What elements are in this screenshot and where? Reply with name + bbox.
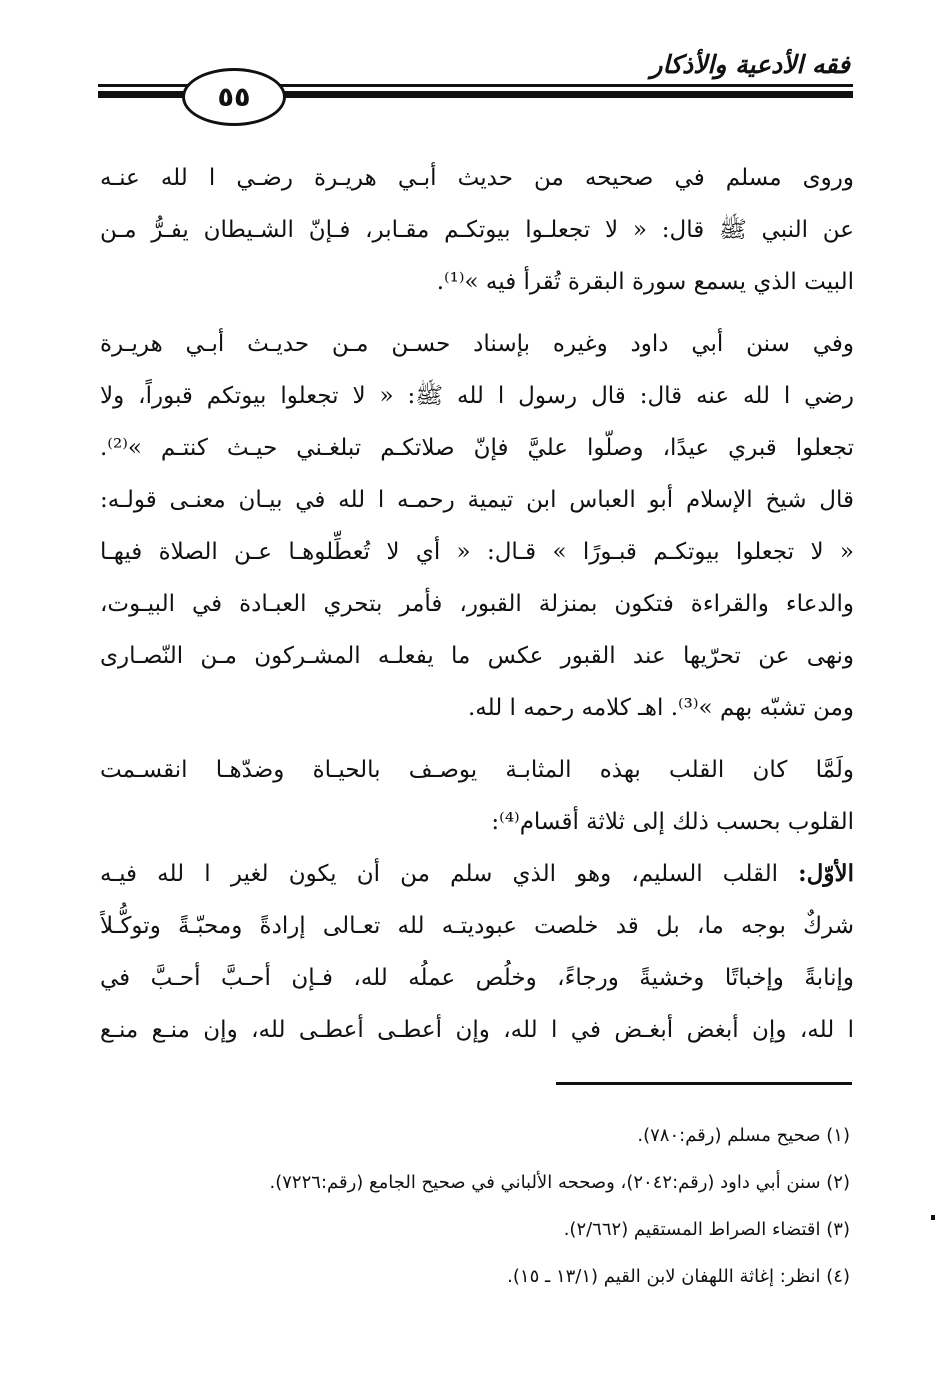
- running-title: فقه الأدعية والأذكار: [650, 50, 850, 79]
- footnote-separator: [556, 1082, 852, 1085]
- body-line: وروى مسلم في صحيحه من حديث أبـي هريـرة رضـي ا لله عنـه: [100, 165, 854, 191]
- body-line: رضي ا لله عنه قال: قال رسول ا لله ﷺ: « لا تجعلوا بيوتكم قبوراً، ولا: [100, 383, 854, 409]
- body-line: ولَمَّا كان القلب بهذه المثابـة يوصـف بالحيـاة وضدّهـا انقسـمت: [100, 757, 854, 783]
- scan-speck: [931, 1215, 935, 1220]
- body-line: عن النبي ﷺ قال: « لا تجعلـوا بيوتكـم مقـابر، فـإنّ الشـيطان يفـرُّ مـن: [100, 217, 854, 243]
- body-line: قال شيخ الإسلام أبو العباس ابن تيمية رحمـه ا لله في بيـان معنـى قولـه:: [100, 487, 854, 513]
- body-line: تجعلوا قبري عيدًا، وصلّوا عليَّ فإنّ صلاتكـم تبلغـني حيـث كنتـم »⁽²⁾.: [100, 435, 854, 461]
- section-label: الأوّل:: [798, 860, 854, 887]
- page-number: ٥٥: [182, 68, 286, 126]
- body-line: « لا تجعلوا بيوتكـم قبـورًا » قـال: « أي لا تُعطِّلوهـا عـن الصلاة فيهـا: [100, 539, 854, 565]
- footnote: (١) صحيح مسلم (رقم:٧٨٠).: [637, 1125, 850, 1146]
- footnote: (٢) سنن أبي داود (رقم:٢٠٤٢)، وصححه الألباني في صحيح الجامع (رقم:٧٢٢٦).: [269, 1172, 850, 1193]
- body-line: شركٌ بوجه ما، بل قد خلصت عبوديتـه لله تعـالى إرادةً ومحبّـةً وتوكُّـلاً: [100, 913, 854, 939]
- paragraph-gap: [100, 308, 854, 318]
- footnote: (٤) انظر: إغاثة اللهفان لابن القيم (١٣/١ ـ ١٥).: [507, 1266, 850, 1287]
- footnotes: [90, 1112, 850, 1300]
- body-line: القلوب بحسب ذلك إلى ثلاثة أقسام⁽⁴⁾:: [491, 809, 854, 835]
- paragraph-gap: [100, 734, 854, 744]
- body-line: ا لله، وإن أبغض أبغـض في ا لله، وإن أعطـى أعطـى لله، وإن منـع منـع: [100, 1017, 854, 1043]
- body-line-with-label: [100, 848, 854, 900]
- body-text: [100, 152, 854, 1056]
- body-line: ونهى عن تحرّيها عند القبور عكس ما يفعلـه المشـركون مـن النّصـارى: [100, 643, 854, 669]
- body-line: ومن تشبّه بهم »⁽³⁾. اهـ كلامه رحمه ا لله.: [467, 695, 854, 721]
- footnote: (٣) اقتضاء الصراط المستقيم (٢/٦٦٢).: [563, 1219, 850, 1240]
- body-line: وإنابةً وإخباتًا وخشيةً ورجاءً، وخلُص عملُه لله، فـإن أحـبَّ أحـبَّ في: [100, 965, 854, 991]
- body-line-rest: القلب السليم، وهو الذي سلم من أن يكون لغير ا لله فيـه: [100, 861, 778, 887]
- body-line: البيت الذي يسمع سورة البقرة تُقرأ فيه »⁽¹⁾.: [436, 269, 854, 295]
- body-line: وفي سنن أبي داود وغيره بإسناد حسـن مـن حديـث أبـي هريـرة: [100, 331, 854, 357]
- body-line: والدعاء والقراءة فتكون بمنزلة القبور، فأمر بتحري العبـادة في البيـوت،: [100, 591, 854, 617]
